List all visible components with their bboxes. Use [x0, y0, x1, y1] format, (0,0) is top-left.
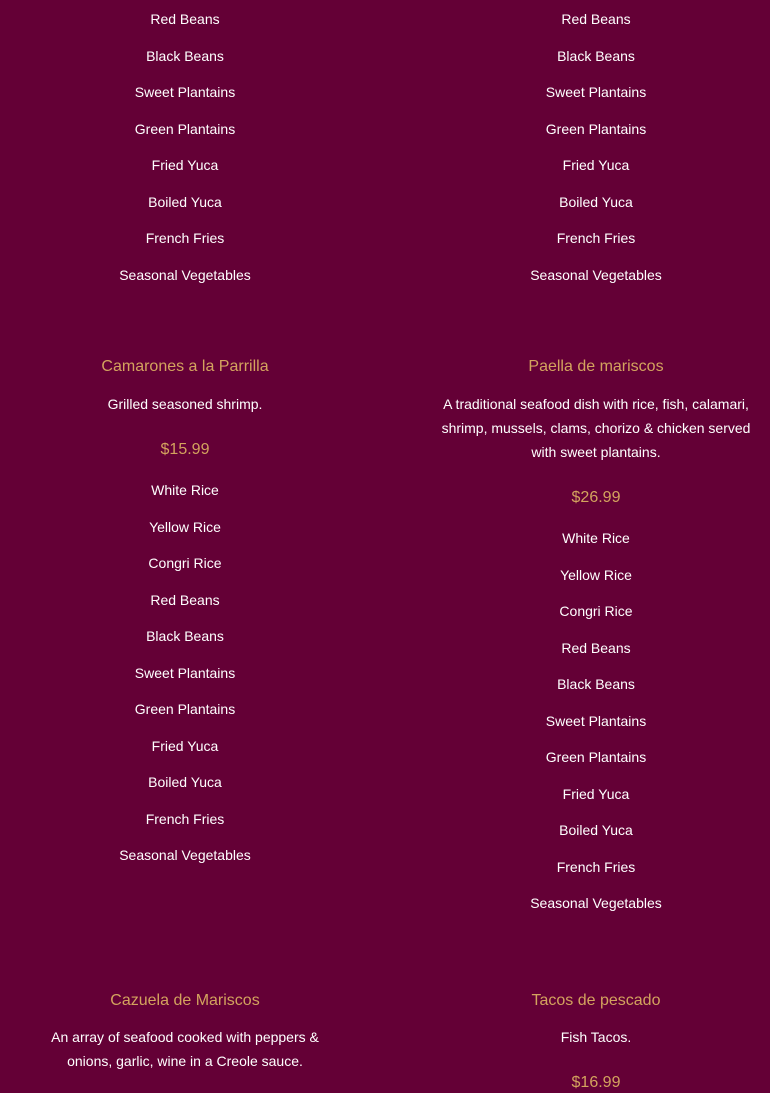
sides-list [30, 10, 340, 302]
menu-item-paella [441, 357, 751, 931]
side-item: Red Beans [561, 639, 631, 656]
dish-title: Paella de mariscos [528, 358, 664, 375]
side-item: Black Beans [557, 676, 635, 692]
side-item: Sweet Plantains [134, 664, 236, 681]
side-item: White Rice [562, 530, 630, 546]
menu-item-tacos [441, 991, 751, 1093]
side-item: French Fries [145, 230, 225, 246]
dish-price: $15.99 [160, 441, 210, 458]
side-item: Seasonal Vegetables [119, 847, 251, 863]
dish-description: Grilled seasoned shrimp. [107, 396, 263, 412]
side-item: White Rice [151, 482, 219, 498]
dish-title: Camarones a la Parrilla [101, 358, 269, 375]
side-item: Red Beans [150, 591, 220, 608]
side-item: Red Beans [561, 11, 631, 27]
dish-price: $16.99 [571, 1074, 621, 1091]
side-item: Fried Yuca [562, 157, 630, 173]
side-item: French Fries [145, 810, 225, 827]
side-item: Green Plantains [134, 120, 236, 137]
side-item: Sweet Plantains [545, 84, 647, 100]
side-item: Boiled Yuca [559, 193, 633, 210]
side-item: Black Beans [146, 47, 224, 64]
dish-description: Fish Tacos. [560, 1029, 632, 1045]
side-item: Black Beans [146, 628, 224, 644]
side-item: Congri Rice [559, 603, 633, 619]
dish-description: An array of seafood cooked with peppers & onions, garlic, wine in a Creole sauce. [51, 1029, 319, 1069]
side-item: Sweet Plantains [134, 84, 236, 100]
side-item: Seasonal Vegetables [119, 266, 251, 283]
side-item: Boiled Yuca [148, 774, 222, 790]
side-item: Yellow Rice [149, 518, 221, 535]
dish-price: $26.99 [571, 489, 621, 506]
side-item: Green Plantains [545, 120, 647, 137]
side-item: Seasonal Vegetables [530, 895, 662, 911]
side-item: Seasonal Vegetables [530, 266, 662, 283]
sides-list [30, 481, 340, 864]
side-item: Red Beans [150, 11, 220, 27]
dish-title: Tacos de pescado [531, 992, 661, 1009]
side-item: Yellow Rice [560, 566, 632, 583]
side-item: Sweet Plantains [545, 712, 647, 729]
dish-description: A traditional seafood dish with rice, fish, calamari, shrimp, mussels, clams, chorizo & chicken served with sweet plantains. [441, 396, 751, 460]
menu-item-cazuela [30, 991, 340, 1073]
sides-list [441, 10, 751, 302]
side-item: Black Beans [557, 47, 635, 64]
menu-item-camarones [30, 357, 340, 883]
side-item: Green Plantains [134, 701, 236, 717]
dish-title: Cazuela de Mariscos [110, 992, 260, 1009]
side-item: Boiled Yuca [559, 822, 633, 838]
side-item: French Fries [556, 230, 636, 246]
side-item: Congri Rice [148, 555, 222, 571]
side-item: Fried Yuca [151, 737, 219, 754]
side-item: Boiled Yuca [148, 193, 222, 210]
side-item: Fried Yuca [562, 785, 630, 802]
side-item: Green Plantains [545, 749, 647, 765]
sides-list [441, 529, 751, 912]
side-item: French Fries [556, 858, 636, 875]
side-item: Fried Yuca [151, 157, 219, 173]
